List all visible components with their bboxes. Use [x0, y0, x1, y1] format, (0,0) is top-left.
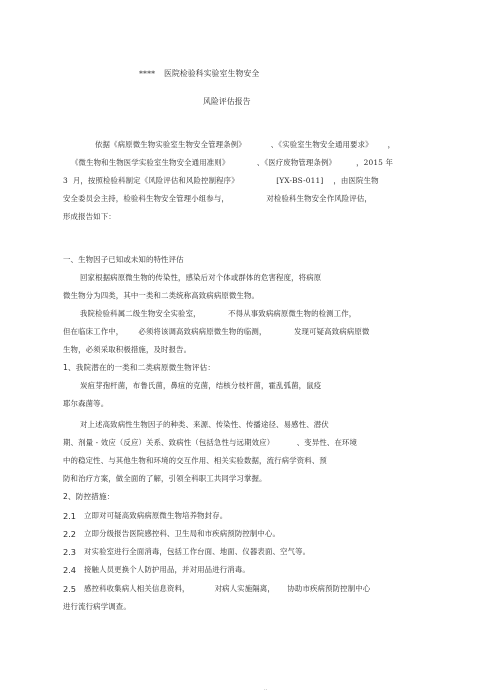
document-title: 医院检验科实验室生物安全	[164, 69, 260, 78]
measure-number: 2.1	[63, 511, 77, 521]
intro-line: 安全委员会主持，检验科生物安全管理小组参与， 对检验科生物安全作风险评估，	[63, 194, 372, 203]
paragraph-line: 耶尔森菌等。	[63, 399, 109, 408]
measure-number: 2.4	[63, 565, 77, 575]
paragraph-line: 期、剂量 - 效应（反应）关系、致病性（包括急性与远期效应） 、变异性、在环境	[63, 438, 358, 447]
measure-text: 感控科收集病人相关信息资料， 对病人实施隔离， 协助市疾病预防控制中心	[84, 584, 371, 593]
section-1-title: 一、生物因子已知或未知的特性评估	[63, 255, 184, 264]
paragraph-line: 防和治疗方案，做全面的了解，引领全科职工共同学习掌握。	[63, 474, 267, 483]
paragraph-line: 炭疽芽孢杆菌，布鲁氏菌，鼻疽的克菌，结核分枝杆菌，霍乱弧菌，鼠疫	[80, 381, 322, 390]
paragraph-line: 微生物分为四类，其中一类和二类统称高致病病原微生物。	[63, 291, 260, 300]
measure-text: 立即对可疑高致病病原微生物培养物封存。	[84, 511, 228, 520]
measure-number: 2.2	[63, 529, 77, 539]
intro-line: 《微生物和生物医学实验室生物安全通用准则》 、《医疗废物管理条例》 ，2015 年	[71, 158, 394, 167]
measure-number: 2.3	[63, 547, 77, 557]
intro-line: 形成报告如下：	[63, 212, 116, 221]
paragraph-line: 中的稳定性、与其他生物和环境的交互作用、相关实验数据，流行病学资料、预	[63, 456, 327, 465]
item-1-heading: 1、我院潜在的一类和二类病原微生物评估：	[63, 363, 216, 372]
intro-line: 依据《病原微生物实验室生物安全管理条例》 、《实验室生物安全通用要求》 ，	[95, 140, 396, 149]
paragraph-line: 对上述高致病性生物因子的种类、来源、传染性、传播途径、易感性、潜伏	[80, 420, 329, 429]
measure-number: 2.5	[63, 584, 77, 594]
paragraph-line: 但在临床工作中， 必须将该调高致病病原微生物的临测， 发现可疑高致病病原微	[63, 327, 370, 336]
page-footer-mark: ..	[264, 686, 268, 692]
measure-text: 立即分级报告医院感控科、卫生局和市疾病预防控制中心。	[84, 529, 281, 538]
measure-continuation: 进行流行病学调查。	[63, 602, 131, 611]
item-2-heading: 2、防控措施：	[63, 492, 115, 501]
document-subtitle: 风险评估报告	[203, 97, 251, 106]
title-stars: ****	[139, 69, 156, 78]
paragraph-line: 我院检验科属二级生物安全实验室， 不得从事致病病原微生物的检测工作，	[80, 309, 357, 318]
intro-line: 3 月，按照检验科制定《风险评估和风险控制程序》 [YX-BS-011] ，由医院生物	[63, 176, 379, 185]
paragraph-line: 回家根据病原微生物的传染性，感染后对个体或群体的危害程度，将病原	[80, 273, 322, 282]
paragraph-line: 生物，必须采取积极措施，及时报告。	[63, 345, 192, 354]
measure-text: 对实验室进行全面消毒，包括工作台面、地面、仪器表面、空气等。	[84, 547, 311, 556]
measure-text: 接触人员更换个人防护用品，并对用品进行消毒。	[84, 565, 250, 574]
